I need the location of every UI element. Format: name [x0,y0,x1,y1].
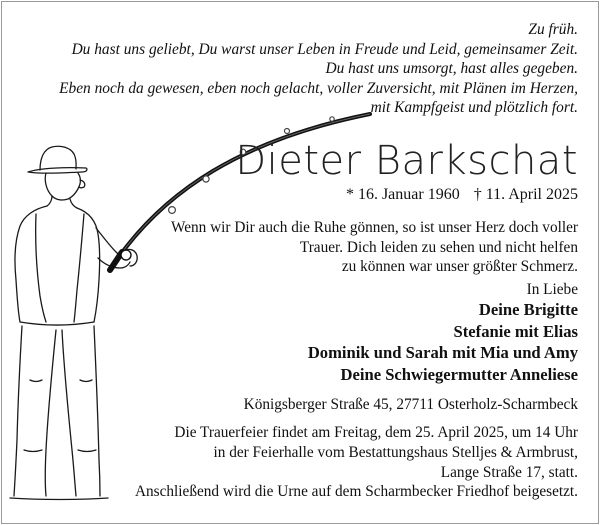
verse [171,218,578,277]
leg-left [14,326,22,496]
rod-guide [169,207,176,214]
mourners-list [308,299,578,385]
mourner: Deine Schwiegermutter Anneliese [340,364,578,384]
verse-line: Wenn wir Dir auch die Ruhe gönnen, so ist unser Herz doch voller [170,219,578,236]
funeral-line: Lange Straße 17, statt. [440,463,578,481]
mourner: Deine Brigitte [478,300,578,319]
head [45,173,80,200]
funeral-details [135,423,578,502]
life-dates [346,185,578,205]
leg-right [62,330,76,496]
birth-date: * 16. Januar 1960 [345,186,460,203]
family-address: Königsberger Straße 45, 27711 Osterholz-Scharmbeck [243,396,578,413]
verse-line: zu können war unser größter Schmerz. [341,258,578,275]
hat-crown [40,146,76,170]
reel [121,250,131,260]
rod-guide [203,176,209,182]
hat-brim [28,168,87,174]
poem-line: Du hast uns geliebt, Du warst unser Leben in Freude und Leid, gemeinsamer Zeit. [71,40,578,58]
poem-line: Du hast uns umsorgt, hast alles gegeben. [325,60,578,77]
funeral-line: in der Feierhalle vom Bestattungshaus Stelljes & Armbrust, [213,443,578,461]
deceased-name: Dieter Barkschat [235,138,578,184]
in-liebe-label: In Liebe [526,281,578,298]
poem-line: Eben noch da gewesen, eben noch gelacht, voller Zuversicht, mit Plänen im Herzen, [59,79,578,97]
mourner: Stefanie mit Elias [453,321,578,341]
funeral-line: Anschließend wird die Urne auf dem Scharmbecker Friedhof beigesetzt. [134,483,578,501]
rod-guide [285,129,290,134]
funeral-line: Die Trauerfeier findet am Freitag, dem 25. April 2025, um 14 Uhr [174,424,578,441]
verse-line: Trauer. Dich leiden zu sehen und nicht helfen [299,238,578,256]
poem-line: mit Kampfgeist und plötzlich fort. [370,99,578,116]
poem [18,20,578,118]
mourner: Dominik und Sarah mit Mia und Amy [307,343,578,362]
poem-line: Zu früh. [528,21,578,38]
torso-front [77,208,100,322]
death-date: † 11. April 2025 [473,186,578,203]
